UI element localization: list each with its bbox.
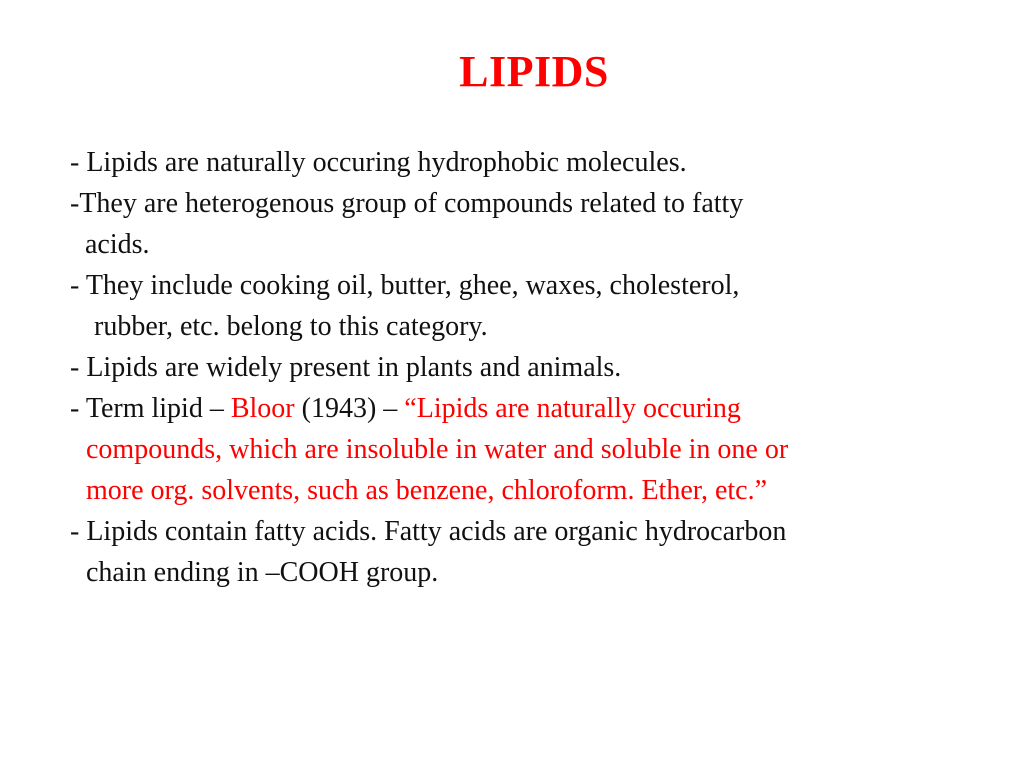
slide-title: LIPIDS (459, 47, 609, 96)
slide-body (70, 142, 970, 593)
quote-line-2: more org. solvents, such as benzene, chloroform. Ether, etc.” (86, 475, 768, 506)
quote-line-1: compounds, which are insoluble in water and soluble in one or (86, 434, 789, 465)
bullet-line-term (70, 388, 970, 429)
term-author: Bloor (230, 393, 295, 424)
bullet-line-1: - Lipids are naturally occuring hydrophobic molecules. (70, 147, 687, 178)
bullet-line-3: - They include cooking oil, butter, ghee, waxes, cholesterol, (70, 270, 740, 301)
bullet-line-2-continuation: acids. (85, 229, 150, 260)
term-quote-start: “Lipids are naturally occuring (404, 393, 741, 424)
bullet-line-last: - Lipids contain fatty acids. Fatty acids are organic hydrocarbon (70, 516, 787, 547)
bullet-line-last-continuation: chain ending in –COOH group. (86, 557, 439, 588)
term-prefix: - Term lipid – (70, 393, 231, 424)
bullet-line-4: - Lipids are widely present in plants and animals. (70, 352, 622, 383)
bullet-line-2: -They are heterogenous group of compounds related to fatty (70, 188, 744, 219)
term-year: (1943) – (294, 393, 405, 424)
bullet-line-3-continuation: rubber, etc. belong to this category. (94, 311, 488, 342)
